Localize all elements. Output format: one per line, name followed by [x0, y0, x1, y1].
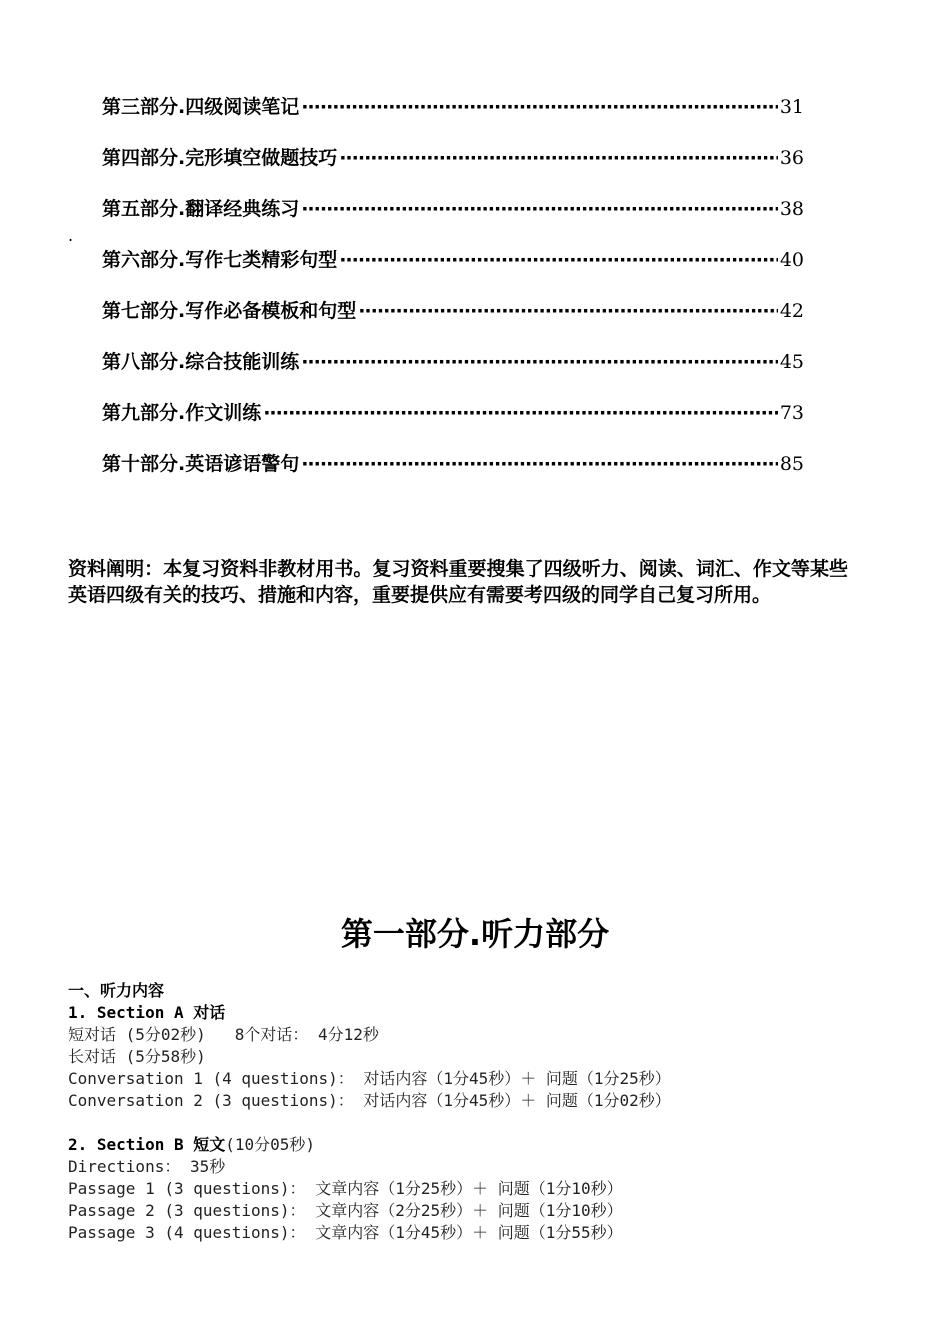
toc-entry-label: 第五部分.翻译经典练习 — [102, 198, 300, 220]
section-b-title: 2. Section B 短文 — [68, 1135, 226, 1154]
toc-entry[interactable] — [102, 194, 804, 245]
toc-leader-dots — [301, 92, 778, 122]
toc-entry[interactable] — [102, 245, 804, 296]
toc-entry[interactable] — [102, 143, 804, 194]
section-a-line: Conversation 1 (4 questions)： 对话内容（1分45秒）＋ 问题（1分25秒） — [68, 1069, 671, 1088]
toc-entry-label: 第六部分.写作七类精彩句型 — [102, 249, 338, 271]
section-b-line: Directions： 35秒 — [68, 1157, 226, 1176]
toc-entry-page: 31 — [779, 96, 804, 118]
section-b-duration: (10分05秒) — [225, 1135, 316, 1154]
table-of-contents — [102, 92, 804, 500]
toc-leader-dots — [301, 347, 778, 377]
toc-entry[interactable] — [102, 398, 804, 449]
toc-entry-page: 38 — [779, 198, 804, 220]
toc-entry-page: 42 — [779, 300, 804, 322]
toc-leader-dots — [358, 296, 778, 326]
section-b-line: Passage 1 (3 questions)： 文章内容（1分25秒）＋ 问题（1分10秒） — [68, 1179, 623, 1198]
section-b-title-row — [68, 1134, 908, 1156]
toc-leader-dots — [339, 143, 778, 173]
toc-entry-page: 36 — [779, 147, 804, 169]
section-b-line: Passage 2 (3 questions)： 文章内容（2分25秒）＋ 问题（1分10秒） — [68, 1201, 623, 1220]
toc-leader-dots — [263, 398, 778, 428]
toc-entry-label: 第三部分.四级阅读笔记 — [102, 96, 300, 118]
toc-leader-dots — [301, 194, 778, 224]
toc-entry[interactable] — [102, 449, 804, 500]
spacer — [68, 1112, 908, 1134]
toc-leader-dots — [301, 449, 778, 479]
toc-entry[interactable] — [102, 92, 804, 143]
listening-content — [68, 980, 908, 1244]
section-a-line: 短对话 (5分02秒) 8个对话： 4分12秒 — [68, 1025, 379, 1044]
toc-entry-label: 第七部分.写作必备模板和句型 — [102, 300, 357, 322]
toc-entry-page: 40 — [779, 249, 804, 271]
toc-entry-page: 85 — [779, 453, 804, 475]
material-note: 资料阐明：本复习资料非教材用书。复习资料重要搜集了四级听力、阅读、词汇、作文等某些英语四级有关的技巧、措施和内容，重要提供应有需要考四级的同学自己复习所用。 — [68, 558, 848, 606]
toc-entry-label: 第九部分.作文训练 — [102, 402, 262, 424]
section-a-line: 长对话 (5分58秒) — [68, 1047, 206, 1066]
toc-entry-label: 第十部分.英语谚语警句 — [102, 453, 300, 475]
toc-entry[interactable] — [102, 296, 804, 347]
section-a-title: 1. Section A 对话 — [68, 1003, 226, 1022]
toc-leader-dots — [339, 245, 778, 275]
stray-mark: . — [68, 226, 74, 245]
toc-entry-page: 73 — [779, 402, 804, 424]
section-b-line: Passage 3 (4 questions)： 文章内容（1分45秒）＋ 问题（1分55秒） — [68, 1223, 623, 1242]
toc-entry-label: 第八部分.综合技能训练 — [102, 351, 300, 373]
toc-entry-label: 第四部分.完形填空做题技巧 — [102, 147, 338, 169]
section-title: 第一部分.听力部分 — [340, 915, 610, 953]
content-heading: 一、听力内容 — [68, 981, 165, 1000]
toc-entry[interactable] — [102, 347, 804, 398]
toc-entry-page: 45 — [779, 351, 804, 373]
section-a-line: Conversation 2 (3 questions)： 对话内容（1分45秒）＋ 问题（1分02秒） — [68, 1091, 671, 1110]
